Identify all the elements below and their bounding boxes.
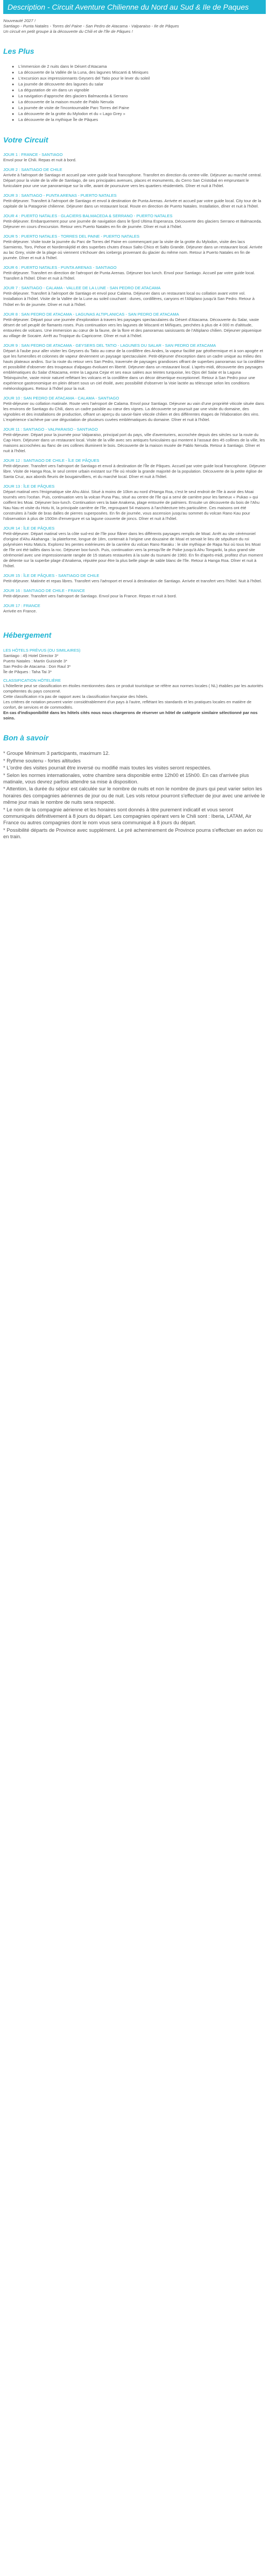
bullet-icon: ● [12,82,15,87]
day-description: Petit-déjeuner. Transfert à l'aéroport de Santiago et envol pour Calama. Déjeuner dans un restaurant local ou collation avant votre vol. Installation à l'hôtel. Visite de la Vallée de la Lune au soleil couchant : dunes, cordillères, canyons et l'Altiplano jusqu'à San Pedro. Retour à l'hôtel en fin de journée. Dîner et nuit à l'hôtel. [3,291,255,307]
day-block [3,234,266,261]
bullet-icon: ● [12,112,15,116]
tip-item: * Le nom de la compagnie aérienne et les horaires sont donnés à titre purement indicatif et vous seront communiqués définitivement à 8 jours du départ. Les compagnies opérant vers le Chili sont : Iberia, LATAM, Air France ou autres compagnies dont le nom vous sera communiqué à 8 jours du départ. [3,806,252,826]
criteria-text: Les critères de notation peuvent varier considérablement d'un pays à l'autre, reflétant les standards et les pratiques locales en matière de confort, de services et de commodités. [3,699,252,710]
bullet-icon: ● [12,88,15,92]
day-block [3,427,266,454]
itinerary [3,152,266,614]
hotel-item: Santiago : 4§ Hotel Director 3* [3,653,59,658]
intro-new-label: Nouveauté 2027 ! [3,18,36,23]
day-block [3,193,266,209]
accommodation-title: Hébergement [3,631,52,640]
tip-item: * Selon les normes internationales, votre chambre sera disponible entre 12h00 et 15h00. En cas d'arrivée plus matinale, vous devrez parfois attendre sa mise à disposition. [3,772,249,785]
day-title: JOUR 12 : SANTIAGO DE CHILE - ÎLE DE PÂQUES [3,458,100,463]
hotel-item: Puerto Natales : Martin Guisinde 3* [3,658,68,663]
day-title: JOUR 14 : ÎLE DE PÂQUES [3,526,55,531]
intro-route: Santiago - Punta Natales - Torres del Paine - San Pedro de Atacama - Valparaiso - Ile de Pâques [3,24,179,29]
day-block [3,396,266,423]
day-description: Petit-déjeuner. Embarquement pour une journée de navigation dans le fjord Ultima Esperanza. Découverte des glaciers Serrano et Balmaceda. Déjeuner en cours d'excursion. Retour vers Puerto Natales en fin de journée. Dîner et nuit à l'hôtel. [3,219,262,230]
bullet-icon: ● [12,76,15,81]
day-title: JOUR 4 : PUERTO NATALES - GLACIERS BALMACEDA & SERRANO - PUERTO NATALES [3,213,173,219]
day-block [3,265,266,281]
day-title: JOUR 13 : ÎLE DE PÂQUES [3,483,55,489]
day-title: JOUR 8 : SAN PEDRO DE ATACAMA - LAGUNAS ALTIPLANICAS - SAN PEDRO DE ATACAMA [3,311,179,317]
day-block [3,312,266,339]
list-item: ● L'excursion aux impressionnants Geysers del Tatio pour le lever du soleil [12,75,150,81]
list-item: ● L'immersion de 2 nuits dans le Désert d'Atacama [12,63,107,69]
itinerary-title: Votre Circuit [3,135,48,144]
list-item: ● La journée de visite de l'incontournable Parc Torres del Paine [12,105,130,110]
day-description: Petit-déjeuner. Matinée et repas libres. Transfert vers l'aéroport et envol à destination de Santiago. Arrivée et transfert vers l'hôtel. Nuit à l'hôtel. [3,579,262,584]
list-item: ● La découverte de la Vallée de la Luna, des lagunes Miscanti & Miniques [12,69,148,75]
bullet-icon: ● [12,100,15,104]
classification-text-2: Cette classification n'a pas de rapport avec la classification française des hôtels. [3,694,148,699]
list-item: ● La découverte de la mythique Île de Pâques [12,117,98,122]
day-description: Petit-déjeuner. Visite toute la journée du Parc de Torres del Paine en commençant par la visite de la grotte du Mylodon, visite des lacs Sarmiento, Toro, Pehoe et Nordenskjöld et des superbes chutes d'eaux Salto Chico et Salto Grande. Déjeuner dans un restaurant local. Arrivée au lac Grey, visite de la plage où viennent s'échouer des icebergs provenant du glacier du même nom. Retour à Puerto Natales en fin de journée. Dîner et nuit à l'hôtel. [3,239,263,261]
day-block [3,286,266,307]
bullet-icon: ● [12,94,15,98]
day-description: Petit-déjeuner ou collation matinale. Route vers l'aéroport de Calama. Envol pour Santiago. Déjeuner au vain d'une propriété viticole située dans les environs de Santiago du Chili, dans un cadre paisible au cœur des vignes. La découverte se poursuit par une visite du domaine, des vignobles et des installations de production, offrant un aperçu du savoir-faire viticole chilien et des différentes étapes de l'élaboration des vins. L'expérience s'achève par une dégustation de plusieurs cuvées emblématiques du domaine. Dîner et nuit à l'hôtel. [3,401,264,422]
day-title: JOUR 16 : SANTIAGO DE CHILE - FRANCE [3,588,85,594]
classification-heading: CLASSIFICATION HÔTELIÈRE [3,677,61,683]
bullet-icon: ● [12,106,15,110]
list-item: ● La journée de découverte des lagunes du salar [12,81,104,87]
day-description: Petit-déjeuner. Transfert en direction de l'aéroport de Punta Arenas. Déjeuner box lunch. Envol pour Santiago. Accueil par votre guide local. Transfert à l'hôtel. Dîner et nuit à l'hôtel. [3,270,255,281]
page-title: Description - Circuit Aventure Chilienne du Nord au Sud & Ile de Paques [3,0,266,14]
day-description: Petit-déjeuner. Départ pour une journée d'exploration à travers les paysages spectaculaires du Désert d'Atacama. Découverte du Salar, vaste désert de sel peuplé de flamants roses. Puis continuation vers les lagunes de Miscanti et Miñiques, perchées à plus de 4 000 m d'altitude, entourées de volcans. Une immersion au cœur de la faune, de la flore et des panoramas saisissants de l'Altiplano chilien. Déjeuner piquenique au village de Socaire. Arrêt au Tropique du Capricorne. Dîner et nuit à l'hôtel. [3,317,262,338]
tip-item: * Possibilité départs de Province avec supplément. Le pré acheminement de Province pourra s'effectuer en avion ou en train. [3,826,263,840]
day-description: Envol pour le Chili. Repas et nuit à bord. [3,158,76,163]
day-description: Départ matinal vers l'énigmatique site Ahu Akivi. Situé à moins de 10km au nord d'Hanga Roa, c'est le seul endroit de l'île à avoir des Moai tournés vers l'océan. Puis, continuation vers la volcan Puna Pau, situé au centre de l'île qui a servi de carrière pour les fameux « Pukao » qui coiffent les Moai. Déjeuner box-lunch. Continuation vers la baie Anakena, plage entourée de palmiers. Ensuite un découverte du bois de l'Ahu Nau Nau et visite du Hotu Iti, la principale carrière de l'île, regroupant 54 maisons à l'architecture très particulière. Ces maisons ont été construites à l'aide de bras dalles de pierres superposées. En fin de journée, vous ascension jusqu'au sommet du volcan Rano Kau pour l'observation à plus de 1500m d'envergure et sa lagune couverte de joncs. Dîner et nuit à l'hôtel. [3,489,260,522]
list-item: ● La navigation d'approche des glaciers Balmaceda & Serrano [12,93,128,98]
day-block [3,573,266,584]
day-block [3,588,266,599]
hotels-heading: LES HÔTELS PRÉVUS (OU SIMILAIRES) [3,647,81,653]
day-description: Petit-déjeuner. Transfert vers l'aéroport de Santiago et envol à destination de l'Île de Pâques. Accueil par votre guide local francophone. Déjeuner libre. Visite de Hanga Roa, le seul centre urbain existant sur l'île où réside la grande majorité de la population. Découverte de la petite église de Santa Cruz, aux abords fleuris de bougainvilliers, et du marché local. Dîner et nuit à l'hôtel. [3,463,266,479]
day-description: Arrivée en France. [3,609,37,614]
day-title: JOUR 3 : SANTIAGO - PUNTA ARENAS - PUERTO NATALES [3,193,117,198]
tip-item: * Groupe Minimum 3 participants, maximum 12. [3,750,110,757]
day-title: JOUR 17 : FRANCE [3,603,40,609]
day-title: JOUR 15 : ÎLE DE PÂQUES - SANTIAGO DE CHILE [3,573,100,579]
day-block [3,458,266,480]
day-title: JOUR 6 : PUERTO NATALES - PUNTA ARENAS - SANTIAGO [3,265,117,270]
day-title: JOUR 5 : PUERTO NATALES - TORRES DEL PAINE - PUERTO NATALES [3,234,140,239]
day-title: JOUR 1 : FRANCE - SANTIAGO [3,152,63,158]
hotel-item: San Pedro de Atacama : Don Raul 3* [3,663,71,669]
bullet-icon: ● [12,70,15,75]
day-block [3,213,266,230]
tips [3,750,266,840]
day-description: Petit-déjeuner. Départ matinal vers la côte sud-est de l'île pour flâner dans les différents paysages remplis de Moaï. Arrêt au site cérémoniel d'origine d'Ahu Akahanga : la plateforme, longue de 18m, contenait à l'origine une douzaine de Moaï et servait le lieu de sépulture du roi polynésien Hotu Matu'a. Explorez les pentes extérieures de la carrière du volcan Rano Raraku : le site mythique de Rapa Nui où tous les Moaï de l'île ont été taillés dans la roc. Déjeuner box-lunch. Puis, continuation vers la presqu'île de Poike jusqu'à Ahu Tongariki, la plus grand site cérémoniel avec une impressionnante rangée de 15 statues restaurées à la suite du tsunami de 1960. En fin d'après-midi, profitez d'un moment de détente sur la superbe plage d'Anakena, réputée pour être la plus belle plage de sable blanc de l'île. Retour à Hanga Roa. Dîner et nuit à l'hôtel. [3,531,263,569]
intro-summary: Un circuit en petit groupe à la découverte du Chili et de l'île de Pâques ! [3,29,133,34]
day-block [3,343,266,391]
day-description: Départ à l'aube pour aller visiter les Geysers du Tatio au cœur de la cordillère des Andes, la vapeur facilité par géothermique et à son apogée et que les fumerolles et colonnes de vapeur deviennent un paysage spectaculaire. Petit-déjeuner d'exception dans un cadre unique au milieu des hauts plateaux andins. Sur la route du retour vers San Pedro, traversée de paysages grandioses offrant de superbes panoramas sur la cordillère et possibilité d'observer des troupeaux d'alpagas évoluant en liberté. Déjeuner dans un restaurant local. L'après-midi, découverte des paysages emblématiques du Salar d'Atacama, entre la Laguna Cejar et ses eaux salées aux teintes turquoise, les Ojos del Salar et la Laguna Tebinquinche, vaste miroir naturel reflétant les volcans et la cordillère dans un décor désertique exceptionnel. Retour à San Pedro pour une expérience gastronomique en plein désert sous un ciel étoilé, avec possibilité d'observer la Voie lactée au télescope selon les conditions météorologiques. Retour à l'hôtel pour la nuit. [3,348,265,391]
intro [3,18,266,34]
highlights-list [3,64,266,123]
tips-title: Bon à savoir [3,733,49,742]
accommodation [3,648,266,721]
day-block [3,167,266,189]
day-title: JOUR 10 : SAN PEDRO DE ATACAMA - CALAMA - SANTIAGO [3,395,119,401]
day-description: Petit-déjeuner. Transfert à l'aéroport de Santiago et envol à destination de Punta Arenas. Arrivée et accueil par votre guide local. City tour de la capitale de la Patagonie chilienne. Déjeuner dans un restaurant local. Route en direction de Puerto Natales. Installation, dîner et nuit à l'hôtel. [3,198,261,209]
day-block [3,152,266,163]
tip-item: * L'ordre des visites pourrait être inversé ou modifié mais toutes les visites seront respectées. [3,765,211,771]
classification-text: L'hôtellerie peut se classification en étoiles mentionnées dans ce produit touristique se réfère aux normes locales ( NL) établies par les autorités compétentes du pays concerné. [3,683,264,694]
day-title: JOUR 7 : SANTIAGO - CALAMA - VALLEE DE LA LUNE - SAN PEDRO DE ATACAMA [3,286,161,291]
highlights-title: Les Plus [3,47,34,56]
bullet-icon: ● [12,118,15,122]
day-description: Petit-déjeuner. Départ pour la journée pour Valparaiso, principal port du pays, ville d'aventuriers, accrochée depuis des siècles sur la route du Cap Horn. Déjeuner dans un restaurant local. Visite de la ville avec ses antiques funiculaires qui montent à l'assaut des 45 collines de la ville, les maisons accrochées au flanc de ces collines illuminent le bois. Découverte de la maison musée de Pablo Neruda. Retour à Santiago. Dîner et nuit à l'hôtel. [3,432,265,453]
day-description: Petit-déjeuner. Transfert vers l'aéroport de Santiago. Envol pour la France. Repas et nuit à bord. [3,594,177,599]
hotel-item: Île de Pâques : Taha Tai 3* [3,669,52,674]
list-item: ● La découverte de la maison musée de Pablo Neruda [12,99,114,104]
day-block [3,603,266,614]
day-description: Arrivée à l'aéroport de Santiago et accueil par votre guide local francophone. Transfert en direction du centre-ville. Déjeuner au marché central. Départ pour la visite de la ville de Santiago, de ses principales avenues, places et monuments, du Cerro San Cristobal en empruntant le funiculaire pour une vue panoramique sur la ville, avant de poursuivre vers les quartiers résidentiels. Dîner et nuit à l'hôtel. [3,173,262,189]
availability-note: En cas d'indisponibilité dans les hôtels cités nous nous chargerons de réserver un hôtel de catégorie similaire sélectionné par nos soins. [3,710,258,720]
bullet-icon: ● [12,65,15,69]
list-item: ● La dégustation de vin dans un vignoble [12,87,89,92]
list-item: ● La découverte de la grotte du Mylodon et du « Lago Grey » [12,111,125,116]
day-block [3,484,266,522]
day-block [3,526,266,569]
tip-item: * Rythme soutenu - fortes altitudes [3,757,81,763]
day-title: JOUR 9 : SAN PEDRO DE ATACAMA - GEYSERS DEL TATIO - LAGUNES DU SALAR - SAN PEDRO DE ATACAMA [3,342,216,348]
day-title: JOUR 2 : SANTIAGO DE CHILE [3,167,62,173]
page [0,0,269,852]
tip-item: * Attention, la durée du séjour est calculée sur le nombre de nuits et non le nombre de jours qui peut varier selon les horaires des compagnies aériennes de jour ou de nuit. Les vols retour pourront s'effectuer de jour avec une arrivée le même jour mais le nombre de nuits sera respecté. [3,786,265,805]
day-title: JOUR 11 : SANTIAGO - VALPARAISO - SANTIAGO [3,426,98,432]
